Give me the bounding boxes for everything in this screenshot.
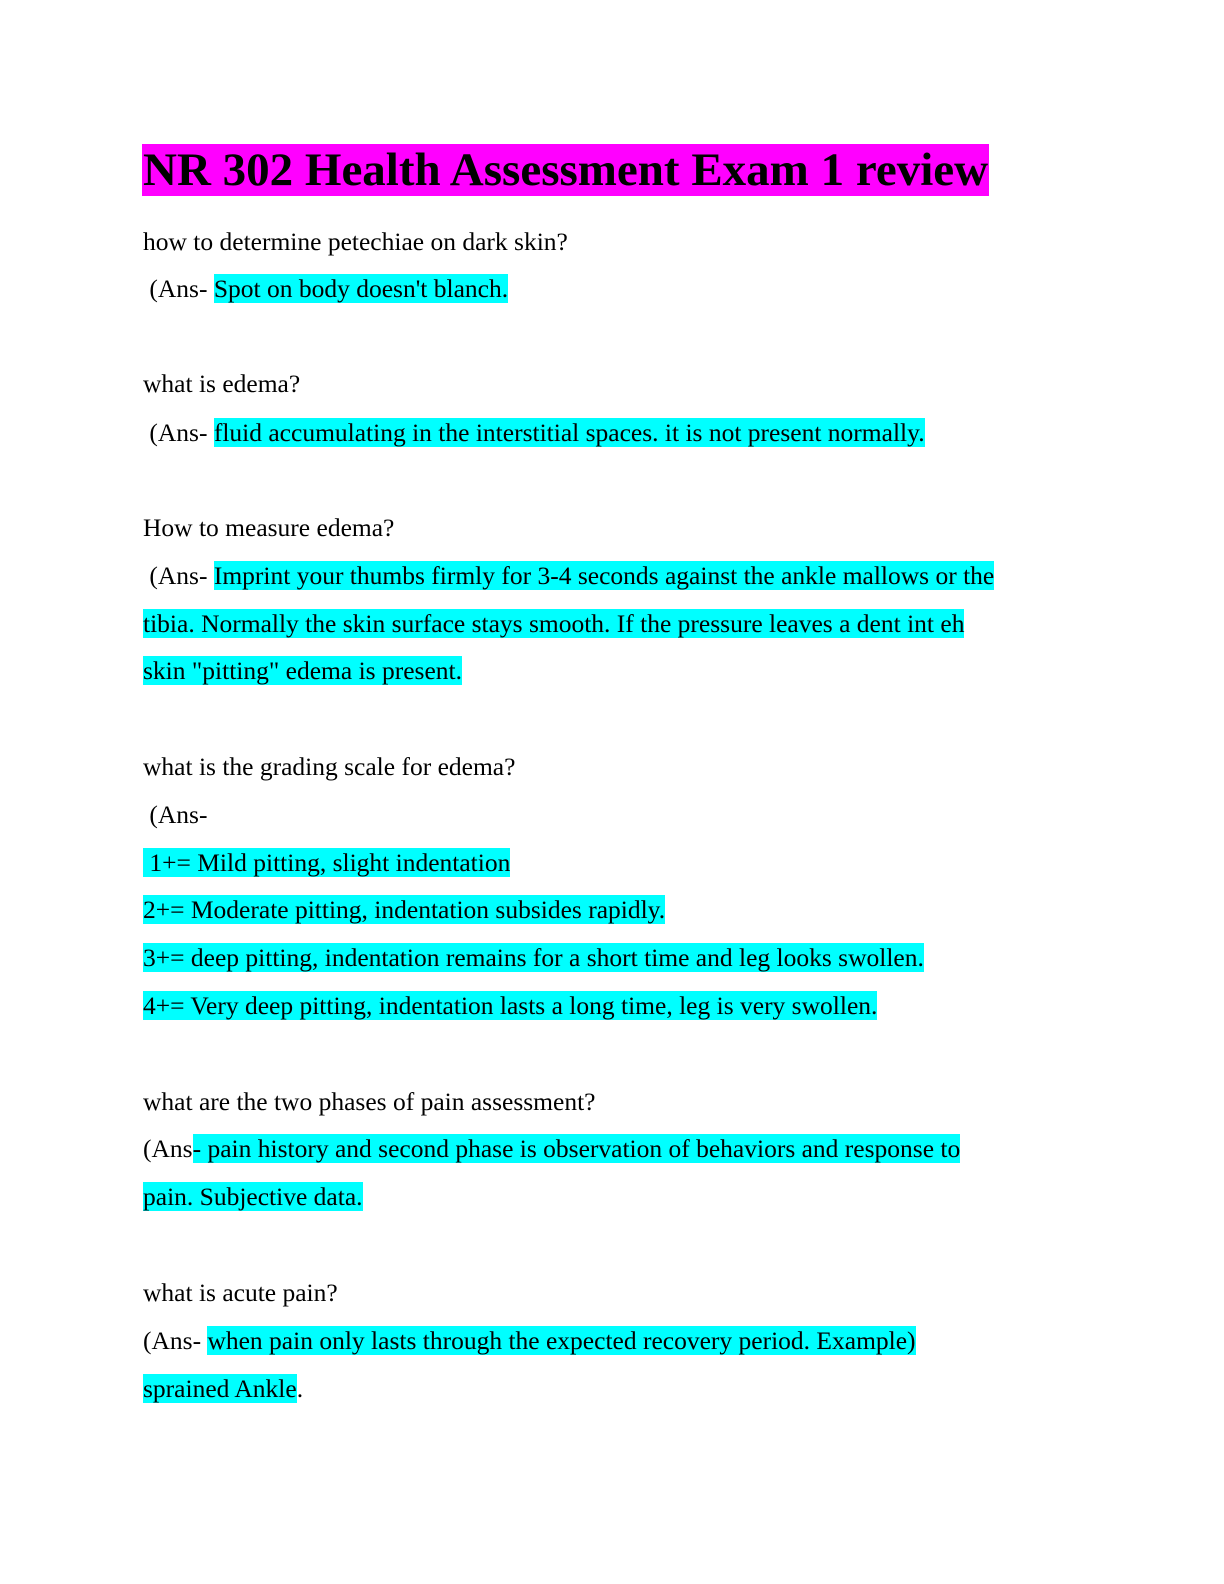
answer-highlight: skin "pitting" edema is present. [143, 656, 462, 685]
question-edema: what is edema? [143, 369, 301, 398]
question-acute-pain: what is acute pain? [143, 1278, 338, 1307]
title-highlight: NR 302 Health Assessment Exam 1 review [143, 144, 989, 196]
answer-suffix: . [296, 1374, 304, 1403]
answer-prefix: (Ans- [143, 418, 214, 447]
answer-highlight: - pain history and second phase is observation of behaviors and response to [192, 1134, 961, 1163]
answer-highlight: 1+= Mild pitting, slight indentation [143, 848, 511, 877]
answer-measure-edema-line-1 [143, 560, 994, 592]
answer-highlight: 4+= Very deep pitting, indentation lasts a long time, leg is very swollen. [143, 991, 878, 1020]
answer-highlight: 2+= Moderate pitting, indentation subsides rapidly. [143, 895, 666, 924]
answer-highlight: fluid accumulating in the interstitial spaces. it is not present normally. [213, 418, 925, 447]
answer-pain-phases-line-1 [143, 1133, 960, 1165]
answer-acute-pain-line-2 [143, 1373, 303, 1405]
answer-grading-prefix: (Ans- [143, 800, 208, 829]
answer-measure-edema-line-2 [143, 608, 964, 640]
answer-highlight: sprained Ankle [143, 1374, 297, 1403]
answer-acute-pain-line-1 [143, 1325, 916, 1357]
answer-measure-edema-line-3 [143, 655, 462, 687]
answer-pain-phases-line-2 [143, 1181, 363, 1213]
answer-highlight: tibia. Normally the skin surface stays smooth. If the pressure leaves a dent int eh [143, 609, 965, 638]
answer-highlight: when pain only lasts through the expected recovery period. Example) [207, 1326, 916, 1355]
page-title [142, 142, 989, 198]
answer-prefix: (Ans- [143, 274, 214, 303]
answer-prefix: (Ans- [143, 1326, 208, 1355]
answer-prefix: (Ans [143, 1134, 193, 1163]
grade-3-plus [143, 942, 924, 974]
question-pain-phases: what are the two phases of pain assessment? [143, 1087, 596, 1116]
answer-highlight: Spot on body doesn't blanch. [213, 274, 509, 303]
grade-1-plus [143, 847, 510, 879]
answer-petechiae [143, 273, 508, 305]
answer-prefix: (Ans- [143, 561, 214, 590]
grade-2-plus [143, 894, 665, 926]
answer-highlight: Imprint your thumbs firmly for 3-4 seconds against the ankle mallows or the [213, 561, 995, 590]
answer-edema [143, 417, 925, 449]
question-measure-edema: How to measure edema? [143, 513, 395, 542]
question-grading-scale: what is the grading scale for edema? [143, 752, 516, 781]
question-petechiae: how to determine petechiae on dark skin? [143, 227, 568, 256]
answer-highlight: pain. Subjective data. [143, 1182, 363, 1211]
grade-4-plus [143, 990, 877, 1022]
answer-highlight: 3+= deep pitting, indentation remains for a short time and leg looks swollen. [143, 943, 924, 972]
